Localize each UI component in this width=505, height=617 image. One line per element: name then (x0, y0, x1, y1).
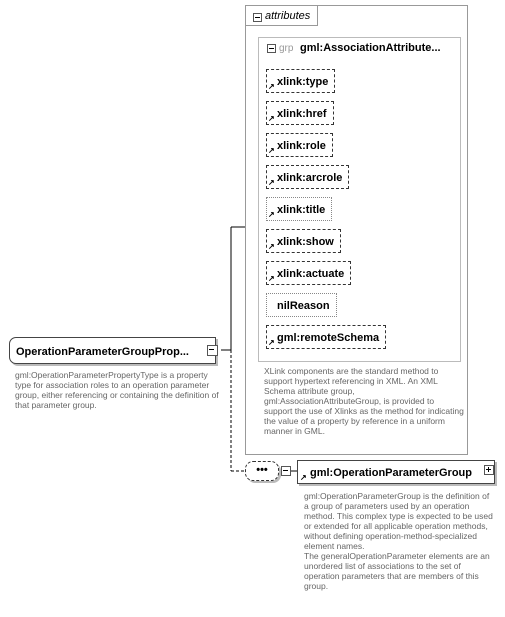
attribute-group-description: XLink components are the standard method to support hypertext referencing in XML. An XML Schema attribute group, gml:AssociationAttributeGroup, is provided to support the use of Xlinks as the method for indicating the value of a property by reference in a uniform manner in GML. (264, 366, 464, 436)
collapse-group-icon[interactable] (267, 44, 276, 53)
sequence-icon: ••• (256, 464, 268, 476)
attribute-item[interactable] (266, 101, 334, 125)
attribute-item[interactable] (266, 165, 349, 189)
child-element-name: gml:OperationParameterGroup (310, 467, 472, 479)
attribute-item[interactable] (266, 197, 332, 221)
expand-child-icon[interactable] (484, 465, 494, 475)
attribute-item[interactable] (266, 325, 386, 349)
child-element-description: gml:OperationParameterGroup is the definition of a group of parameters used by an operation method. This complex type is expected to be used or extended for all applicable operation methods, without defining operation-method-specialized element names. The generalOperationParameter elements are an unordered list of associations to the set of operation parameters that are members of this group. (304, 491, 493, 591)
collapse-main-icon[interactable] (207, 345, 218, 356)
reference-arrow-icon: ↗ (268, 338, 275, 347)
attribute-item[interactable] (266, 133, 333, 157)
main-element-name: OperationParameterGroupProp... (16, 346, 189, 358)
reference-arrow-icon: ↗ (268, 210, 275, 219)
collapse-attributes-icon[interactable] (253, 13, 262, 22)
attribute-label: xlink:show (277, 236, 334, 248)
attribute-group-name[interactable]: gml:AssociationAttribute... (300, 42, 441, 54)
attribute-item[interactable] (266, 69, 335, 93)
collapse-sequence-icon[interactable] (281, 466, 291, 476)
attribute-item[interactable] (266, 261, 351, 285)
reference-arrow-icon: ↗ (268, 114, 275, 123)
attribute-label: xlink:role (277, 140, 326, 152)
reference-arrow-icon: ↗ (268, 178, 275, 187)
reference-arrow-icon: ↗ (268, 146, 275, 155)
attribute-item[interactable] (266, 293, 337, 317)
sequence-compositor[interactable] (245, 461, 279, 481)
attribute-label: gml:remoteSchema (277, 332, 380, 344)
child-element-box[interactable] (297, 460, 495, 484)
attribute-label: xlink:title (277, 204, 326, 216)
attributes-title: attributes (265, 10, 311, 22)
reference-arrow-icon: ↗ (268, 82, 275, 91)
attribute-item[interactable] (266, 229, 341, 253)
main-element-box[interactable] (9, 337, 216, 364)
attribute-label: xlink:type (277, 76, 329, 88)
attribute-label: nilReason (277, 300, 330, 312)
attribute-label: xlink:arcrole (277, 172, 343, 184)
reference-arrow-icon: ↗ (300, 473, 307, 482)
group-tag: grp (279, 43, 294, 54)
reference-arrow-icon: ↗ (268, 274, 275, 283)
main-element-description: gml:OperationParameterPropertyType is a property type for association roles to an operation parameter group, either referencing or containing the definition of that parameter group. (15, 370, 219, 410)
reference-arrow-icon: ↗ (268, 242, 275, 251)
attribute-label: xlink:href (277, 108, 327, 120)
attribute-label: xlink:actuate (277, 268, 345, 280)
